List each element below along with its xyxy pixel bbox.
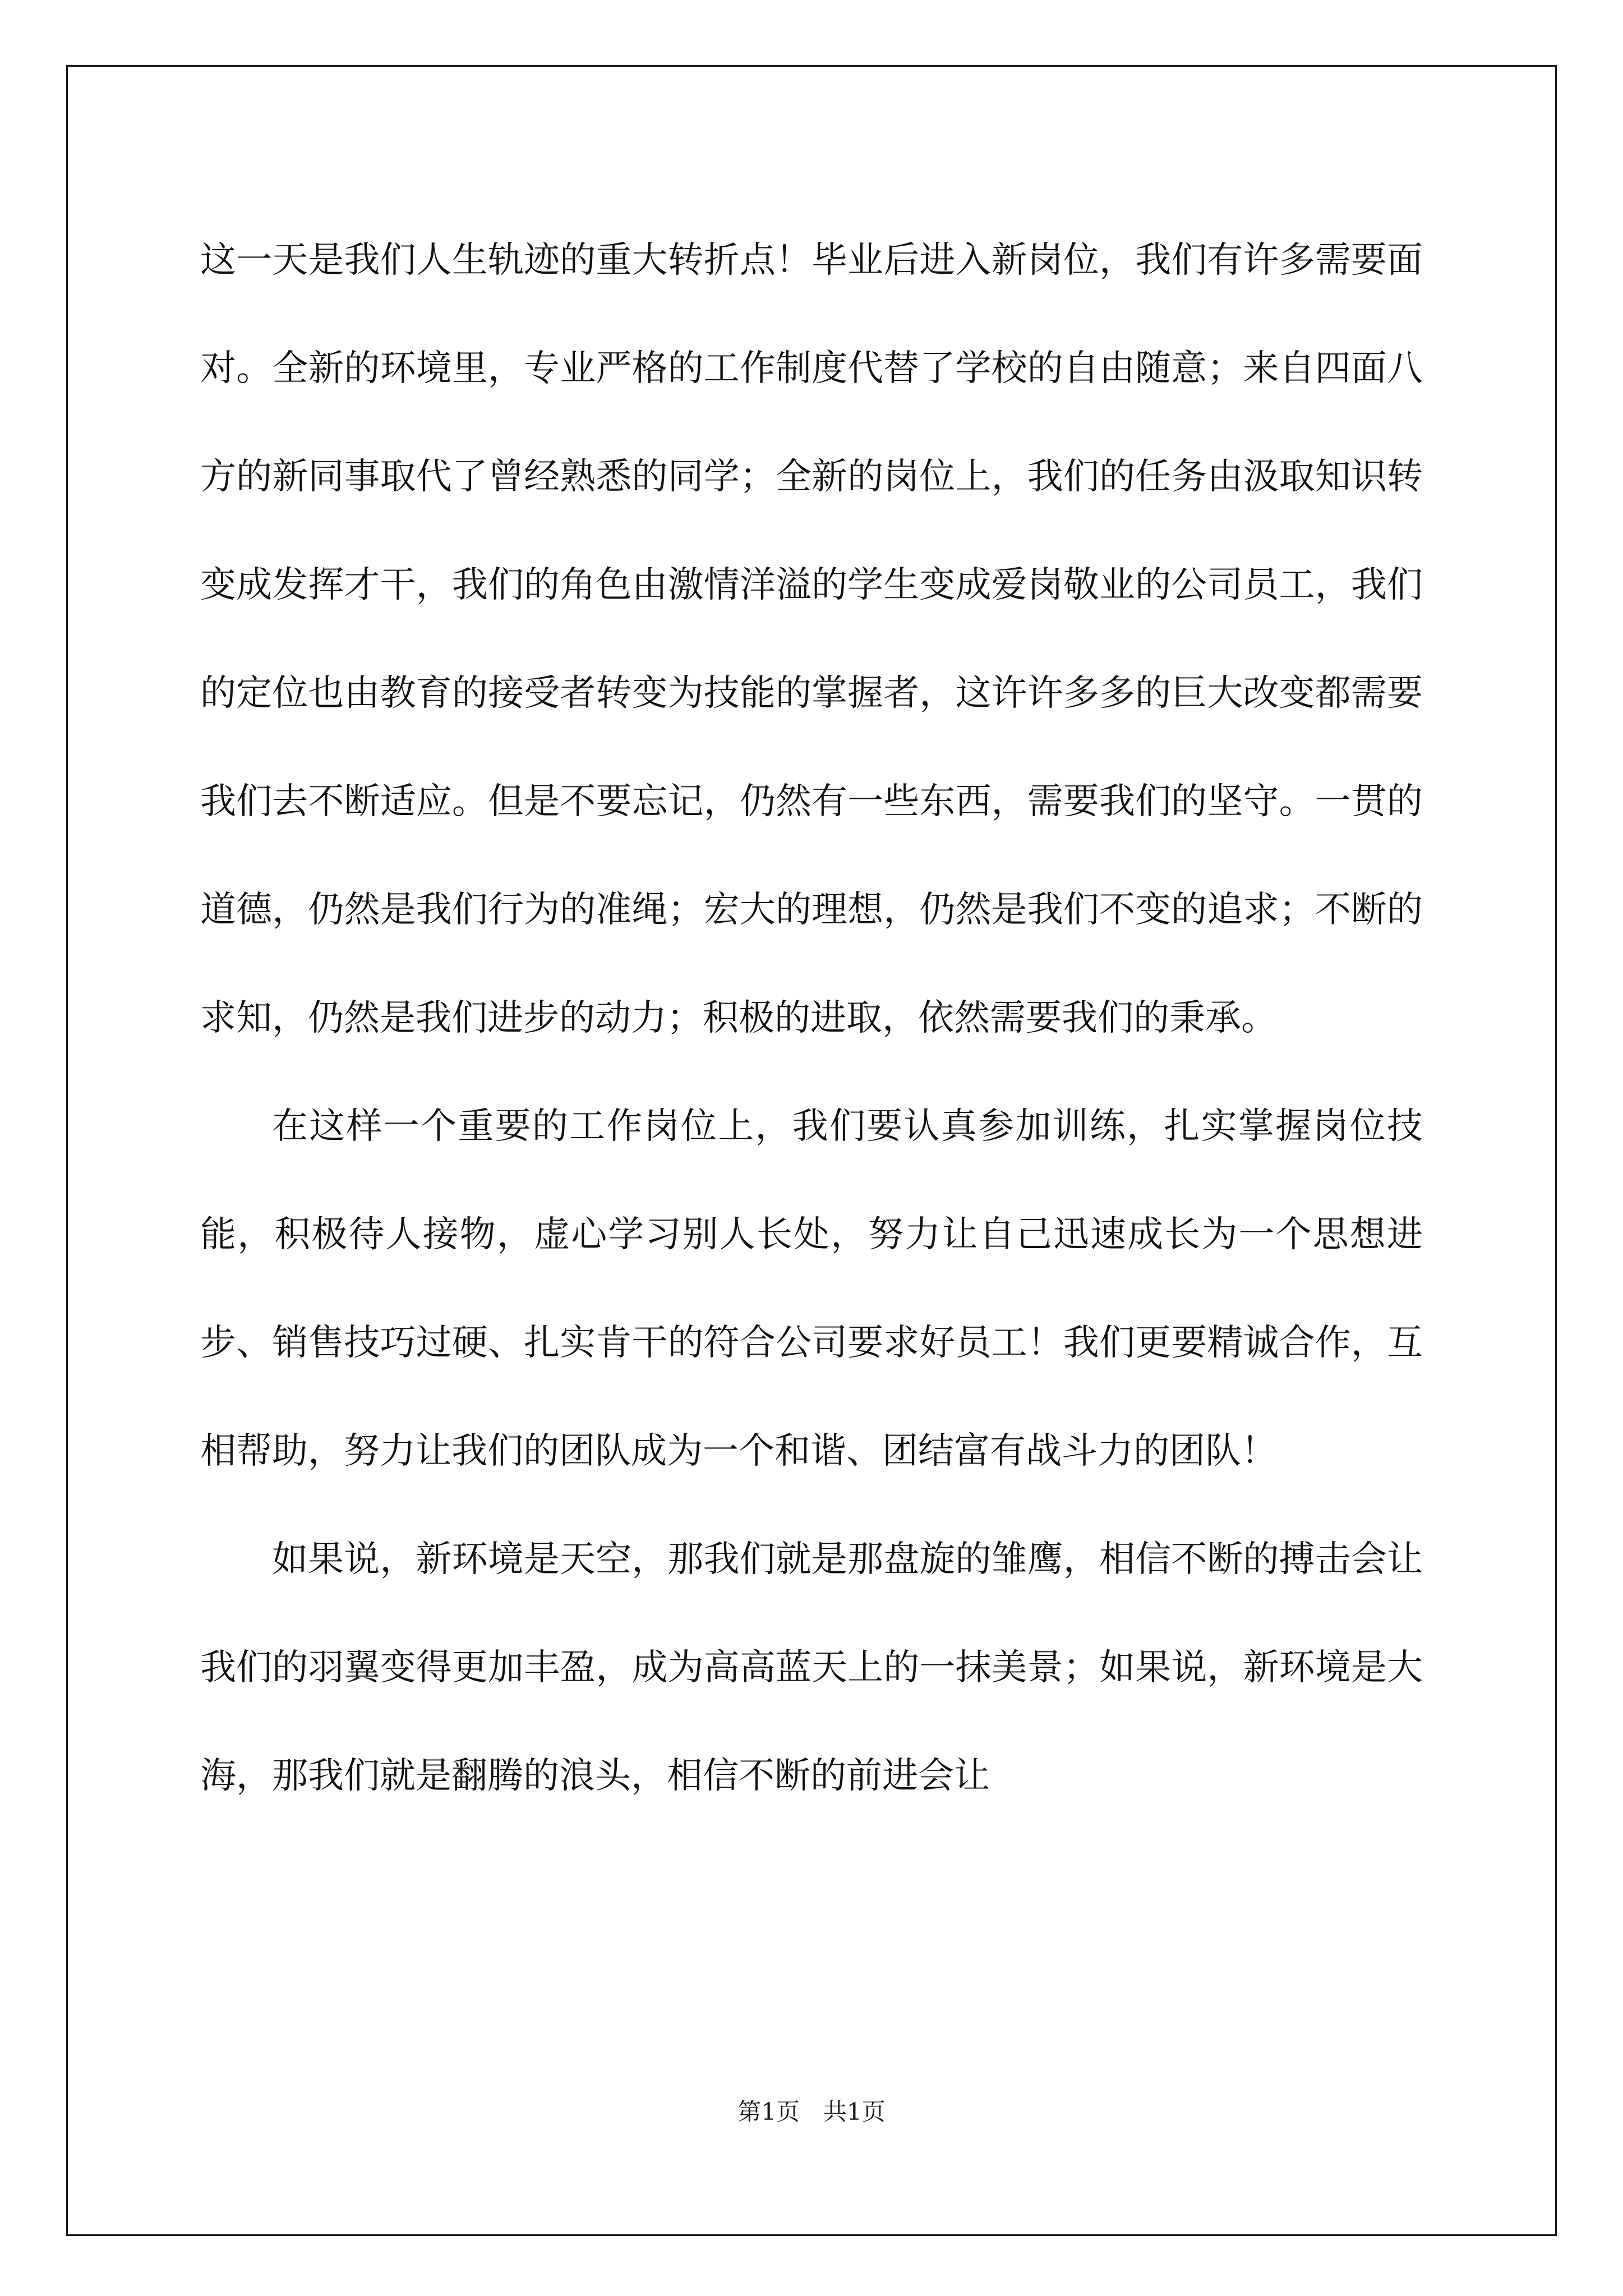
document-body [200,206,1423,1830]
page-number-footer: 第1页 共1页 [737,2098,886,2125]
paragraph-3: 如果说，新环境是天空，那我们就是那盘旋的雏鹰，相信不断的搏击会让我们的羽翼变得更加丰盈，成为高高蓝天上的一抹美景；如果说，新环境是大海，那我们就是翻腾的浪头，相信不断的前进会让 [200,1539,1423,1797]
paragraph-1: 这一天是我们人生轨迹的重大转折点！毕业后进入新岗位，我们有许多需要面对。全新的环境里，专业严格的工作制度代替了学校的自由随意；来自四面八方的新同事取代了曾经熟悉的同学；全新的岗位上，我们的任务由汲取知识转变成发挥才干，我们的角色由激情洋溢的学生变成爱岗敬业的公司员工，我们的定位也由教育的接受者转变为技能的掌握者，这许许多多的巨大改变都需要我们去不断适应。但是不要忘记，仍然有一些东西，需要我们的坚守。一贯的道德，仍然是我们行为的准绳；宏大的理想，仍然是我们不变的追求；不断的求知，仍然是我们进步的动力；积极的进取，依然需要我们的秉承。 [200,240,1423,1039]
paragraph-2: 在这样一个重要的工作岗位上，我们要认真参加训练，扎实掌握岗位技能，积极待人接物，虚心学习别人长处，努力让自己迅速成长为一个思想进步、销售技巧过硬、扎实肯干的符合公司要求好员工！我们更要精诚合作，互相帮助，努力让我们的团队成为一个和谐、团结富有战斗力的团队！ [200,1106,1423,1472]
